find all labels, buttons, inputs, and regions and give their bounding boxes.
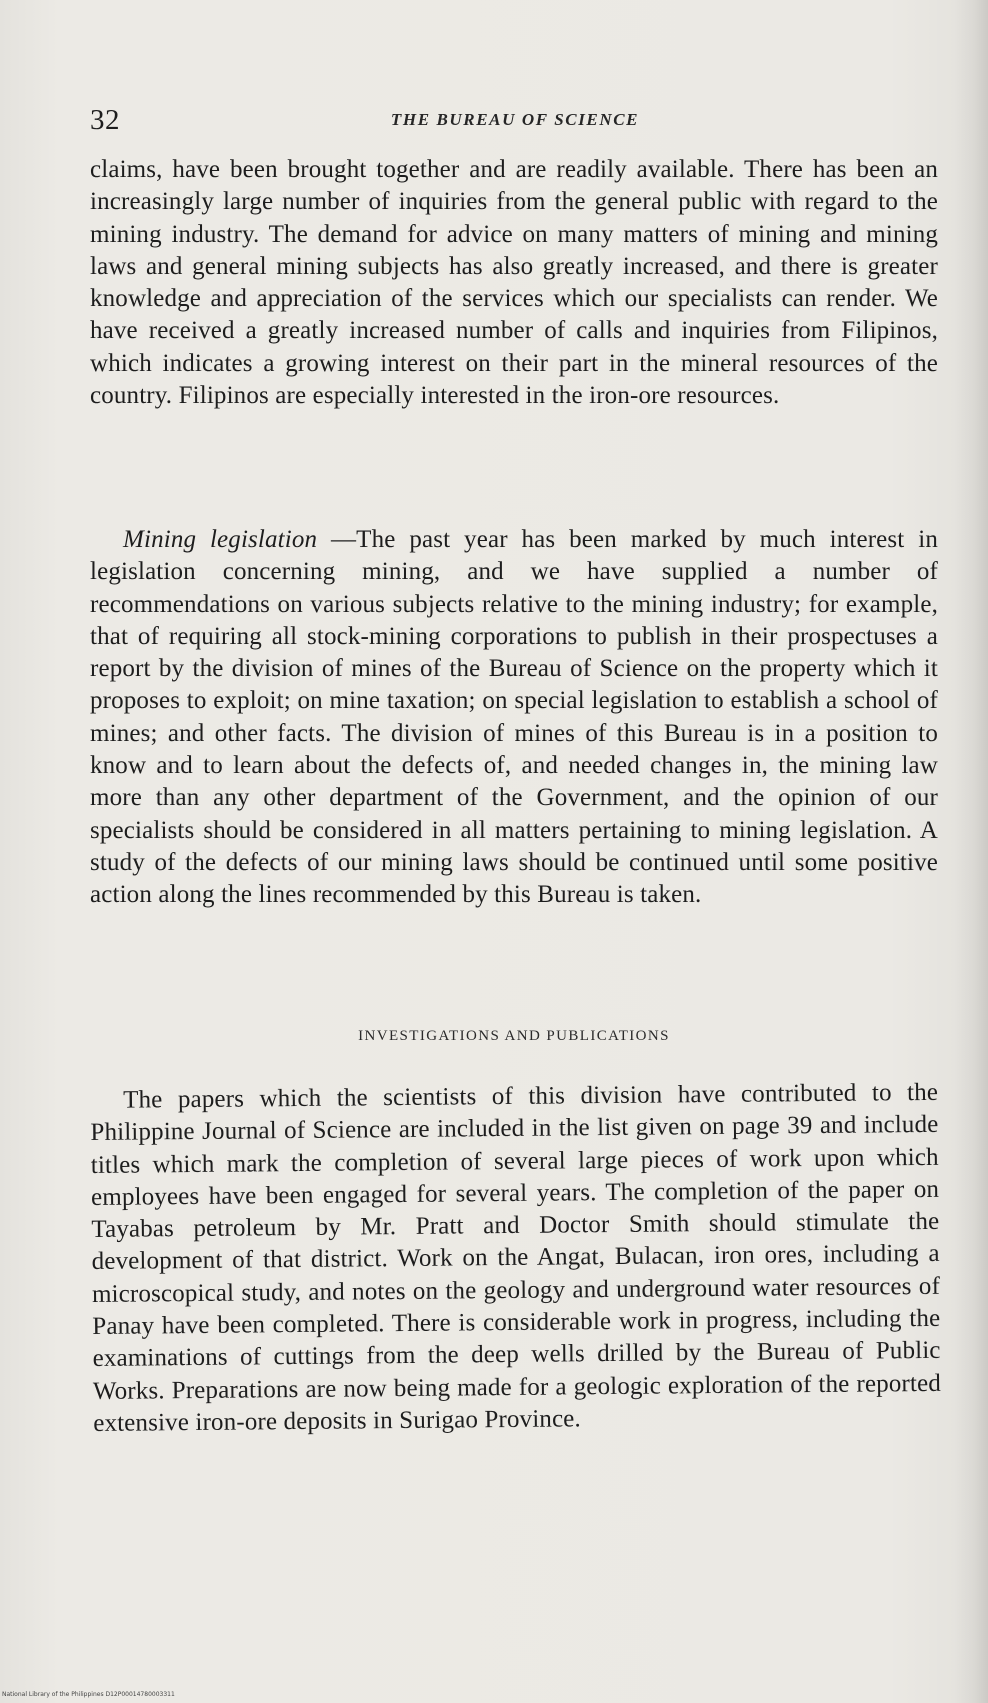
running-title: THE BUREAU OF SCIENCE <box>390 110 640 129</box>
mining-legislation-text: —The past year has been marked by much interest in legislation concerning mining, and we have supplied a number of recommendations on various subjects relative to the mining industry; for example, that of requiring all stock-mining corporations to publish in their prospectuses a report by the division of mines of the Bureau of Science on the property which it proposes to exploit; on mine taxation; on special legislation to establish a school of mines; and other facts. The division of mines of this Bureau is in a position to know and to learn about the defects of, and needed changes in, the mining law more than any other department of the Government, and the opinion of our specialists should be considered in all matters pertaining to mining legislation. A study of the defects of our mining laws should be continued until some positive action along the lines recommended by this Bureau is taken. <box>90 526 938 909</box>
paragraph-investigations: The papers which the scientists of this division have contributed to the Philippine Journal of Science are included in the list given on page 39 and include titles which mark the completion of several large pieces of work upon which employees have been engaged for several years. The completion of the paper on Tayabas petroleum by Mr. Pratt and Doctor Smith should stimulate the development of that district. Work on the Angat, Bulacan, iron ores, including a microscopical study, and notes on the geology and underground water resources of Panay have been completed. There is considerable work in progress, including the examinations of cuttings from the deep wells drilled by the Bureau of Public Works. Preparations are now being made for a geologic exploration of the reported extensive iron-ore deposits in Surigao Province. <box>90 1078 942 1437</box>
paragraph-claims: claims, have been brought together and are readily available. There has been an increasingly large number of inquiries from the general public with regard to the mining industry. The demand for advice on many matters of mining and mining laws and general mining subjects has also greatly increased, and there is greater knowledge and appreciation of the services which our specialists can render. We have received a greatly increased number of calls and inquiries from Filipinos, which indicates a growing interest on their part in the mineral resources of the country. Filipinos are especially interested in the iron-ore resources. <box>90 156 938 410</box>
paragraph-mining-legislation <box>90 524 938 912</box>
mining-legislation-subhead: Mining legislation <box>123 526 318 553</box>
page-edge-shadow <box>954 0 988 1703</box>
section-heading-investigations: INVESTIGATIONS AND PUBLICATIONS <box>358 1028 670 1044</box>
page-number: 32 <box>90 104 120 136</box>
page-header <box>90 100 938 144</box>
library-credit: National Library of the Philippines D12P00014780003311 <box>2 1691 175 1698</box>
